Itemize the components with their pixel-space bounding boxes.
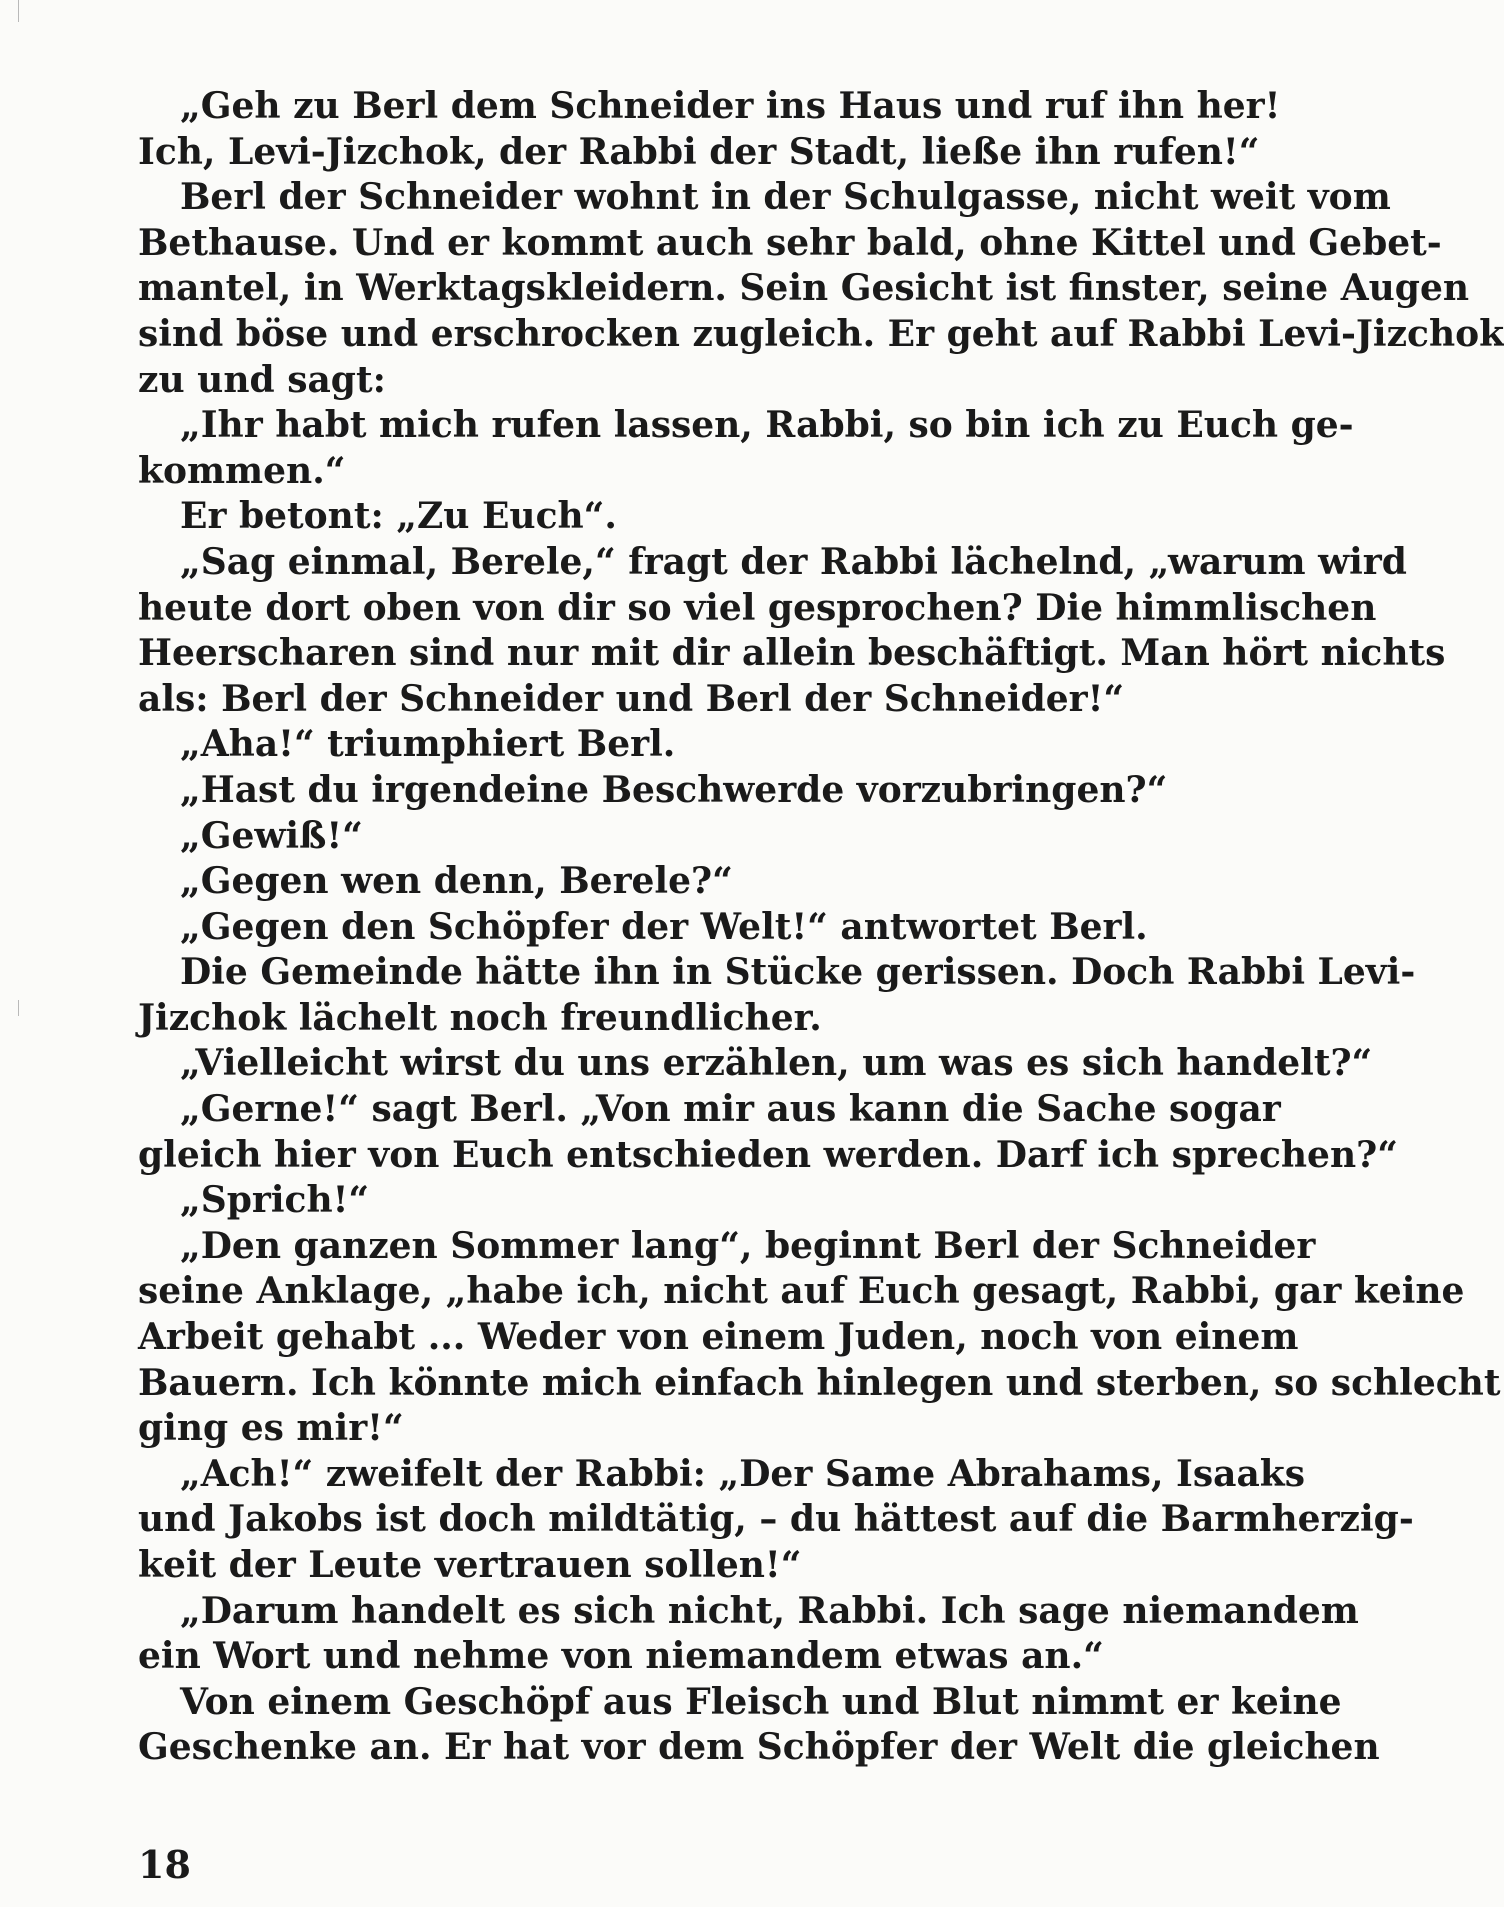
- text-line: Er betont: „Zu Euch“.: [180, 495, 617, 538]
- text-line: ging es mir!“: [138, 1407, 404, 1450]
- text-line: heute dort oben von dir so viel gesprochen? Die himmlischen: [138, 586, 1377, 629]
- text-line: und Jakobs ist doch mildtätig, – du hättest auf die Barmherzig-: [138, 1498, 1414, 1541]
- text-line: keit der Leute vertrauen sollen!“: [138, 1544, 802, 1586]
- text-line: als: Berl der Schneider und Berl der Schneider!“: [138, 677, 1125, 720]
- text-line: Die Gemeinde hätte ihn in Stücke gerissen. Doch Rabbi Levi-: [180, 951, 1416, 994]
- text-line: Arbeit gehabt ... Weder von einem Juden, noch von einem: [138, 1316, 1299, 1359]
- scan-mark-middle: [18, 1000, 19, 1016]
- text-line: „Gegen wen denn, Berele?“: [180, 860, 733, 903]
- page-number: 18: [138, 1842, 191, 1887]
- text-line: kommen.“: [138, 449, 346, 492]
- text-line: mantel, in Werktagskleidern. Sein Gesicht ist finster, seine Augen: [138, 267, 1470, 310]
- text-line: „Geh zu Berl dem Schneider ins Haus und ruf ihn her!: [180, 85, 1281, 127]
- text-line: Ich, Levi-Jizchok, der Rabbi der Stadt, ließe ihn rufen!“: [138, 130, 1260, 173]
- text-line: „Gegen den Schöpfer der Welt!“ antwortet Berl.: [180, 905, 1148, 948]
- text-line: gleich hier von Euch entschieden werden. Darf ich sprechen?“: [138, 1133, 1398, 1176]
- text-line: Bethause. Und er kommt auch sehr bald, ohne Kittel und Gebet-: [138, 221, 1442, 264]
- text-line: „Sag einmal, Berele,“ fragt der Rabbi lächelnd, „warum wird: [180, 540, 1407, 583]
- text-line: seine Anklage, „habe ich, nicht auf Euch gesagt, Rabbi, gar keine: [138, 1270, 1465, 1313]
- scan-mark-top: [18, 0, 19, 22]
- text-line: Von einem Geschöpf aus Fleisch und Blut nimmt er keine: [180, 1680, 1342, 1723]
- text-line: zu und sagt:: [138, 358, 386, 401]
- text-line: „Sprich!“: [180, 1179, 370, 1222]
- text-line: Berl der Schneider wohnt in der Schulgasse, nicht weit vom: [180, 176, 1391, 219]
- text-line: „Ihr habt mich rufen lassen, Rabbi, so bin ich zu Euch ge-: [180, 404, 1354, 447]
- text-line: „Aha!“ triumphiert Berl.: [180, 723, 676, 766]
- text-line: sind böse und erschrocken zugleich. Er geht auf Rabbi Levi-Jizchok: [138, 312, 1504, 355]
- text-line: „Vielleicht wirst du uns erzählen, um was es sich handelt?“: [180, 1042, 1373, 1085]
- body-text: [138, 84, 1504, 1771]
- text-line: „Hast du irgendeine Beschwerde vorzubringen?“: [180, 768, 1168, 811]
- text-line: Bauern. Ich könnte mich einfach hinlegen und sterben, so schlecht: [138, 1361, 1501, 1404]
- text-line: „Ach!“ zweifelt der Rabbi: „Der Same Abrahams, Isaaks: [180, 1452, 1305, 1495]
- text-line: „Gerne!“ sagt Berl. „Von mir aus kann die Sache sogar: [180, 1088, 1281, 1131]
- text-line: Heerscharen sind nur mit dir allein beschäftigt. Man hört nichts: [138, 632, 1446, 675]
- text-line: „Den ganzen Sommer lang“, beginnt Berl der Schneider: [180, 1224, 1316, 1267]
- text-line: „Gewiß!“: [180, 814, 363, 857]
- text-line: Jizchok lächelt noch freundlicher.: [138, 996, 822, 1039]
- text-line: „Darum handelt es sich nicht, Rabbi. Ich sage niemandem: [180, 1589, 1359, 1632]
- text-line: ein Wort und nehme von niemandem etwas an.“: [138, 1635, 1104, 1678]
- text-line: Geschenke an. Er hat vor dem Schöpfer der Welt die gleichen: [138, 1726, 1380, 1769]
